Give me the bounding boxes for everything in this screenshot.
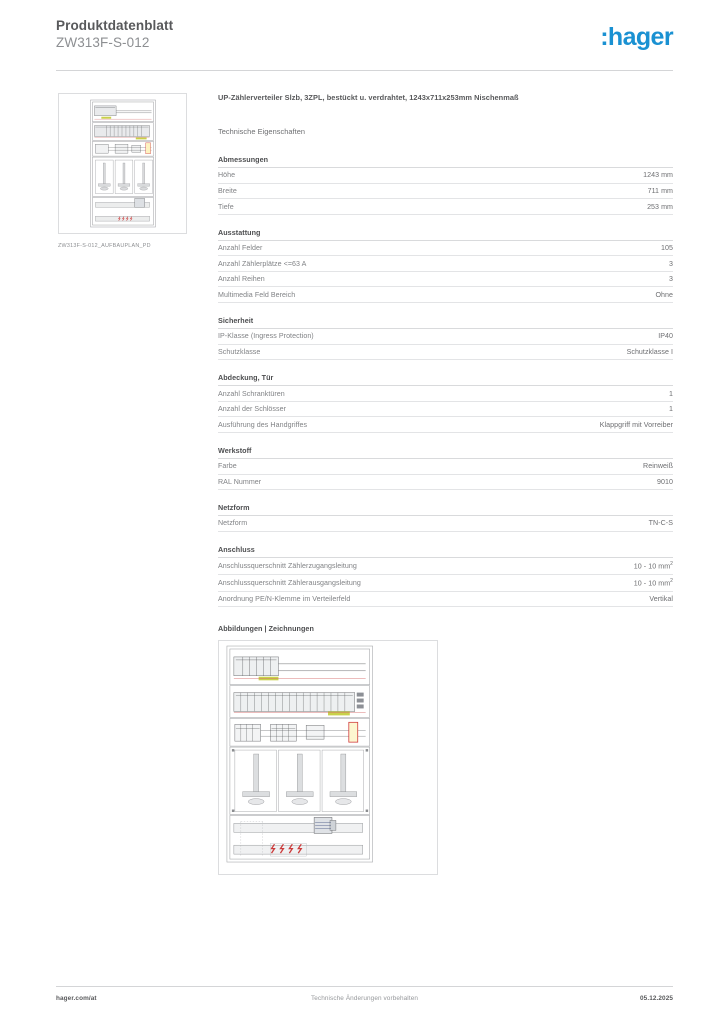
spec-row xyxy=(218,575,673,592)
spec-value: 253 mm xyxy=(647,202,673,211)
footer-date: 05.12.2025 xyxy=(640,995,673,1002)
spec-value: Reinweiß xyxy=(643,462,673,471)
spec-row xyxy=(218,287,673,303)
spec-row xyxy=(218,386,673,402)
spec-row xyxy=(218,592,673,608)
spec-group xyxy=(218,373,673,433)
spec-row xyxy=(218,168,673,184)
product-thumbnail-image xyxy=(58,93,187,234)
product-drawing-image xyxy=(218,640,438,875)
spec-label: Anzahl der Schlösser xyxy=(218,405,287,414)
spec-label: Anschlussquerschnitt Zählerzugangsleitung xyxy=(218,562,357,571)
footer-divider xyxy=(56,986,673,987)
spec-value: Klappgriff mit Vorreiber xyxy=(599,420,673,429)
spec-row xyxy=(218,272,673,288)
spec-label: Anordnung PE/N-Klemme im Verteilerfeld xyxy=(218,594,351,603)
spec-row xyxy=(218,402,673,418)
spec-group-title: Werkstoff xyxy=(218,446,673,459)
spec-group-title: Abdeckung, Tür xyxy=(218,373,673,386)
spec-label: Tiefe xyxy=(218,202,234,211)
spec-group xyxy=(218,545,673,607)
spec-label: Netzform xyxy=(218,519,248,528)
spec-value: Schutzklasse I xyxy=(626,348,673,357)
footer-website[interactable]: hager.com/at xyxy=(56,995,97,1002)
spec-row xyxy=(218,475,673,491)
spec-group-title: Ausstattung xyxy=(218,228,673,241)
spec-label: Anzahl Felder xyxy=(218,244,263,253)
main-content xyxy=(218,93,673,875)
page-title: Produktdatenblatt xyxy=(56,18,174,33)
spec-label: IP-Klasse (Ingress Protection) xyxy=(218,332,314,341)
cabinet-layout-drawing-svg xyxy=(219,641,437,874)
spec-value: 1243 mm xyxy=(643,171,673,180)
spec-group-title: Abmessungen xyxy=(218,155,673,168)
spec-label: RAL Nummer xyxy=(218,477,262,486)
spec-label: Höhe xyxy=(218,171,236,180)
spec-value: 1 xyxy=(669,389,673,398)
page-header xyxy=(56,18,673,64)
spec-value-text: 10 - 10 mm xyxy=(633,562,671,571)
spec-group xyxy=(218,446,673,490)
spec-row xyxy=(218,256,673,272)
spec-value-superscript: 2 xyxy=(670,561,673,568)
spec-row xyxy=(218,184,673,200)
spec-row xyxy=(218,241,673,257)
spec-label: Breite xyxy=(218,186,237,195)
spec-value: TN-C-S xyxy=(648,519,673,528)
spec-label: Anschlussquerschnitt Zählerausgangsleitung xyxy=(218,579,361,588)
spec-label: Ausführung des Handgriffes xyxy=(218,420,308,429)
spec-row xyxy=(218,345,673,361)
spec-row xyxy=(218,459,673,475)
spec-row xyxy=(218,199,673,215)
spec-label: Farbe xyxy=(218,462,237,471)
spec-value: 105 xyxy=(661,244,673,253)
spec-row xyxy=(218,417,673,433)
spec-value: Vertikal xyxy=(649,594,673,603)
product-description: UP-Zählerverteiler Slzb, 3ZPL, bestückt u. verdrahtet, 1243x711x253mm Nischenmaß xyxy=(218,93,519,102)
spec-group xyxy=(218,503,673,532)
spec-value: 9010 xyxy=(657,477,673,486)
cabinet-layout-thumbnail-svg xyxy=(59,94,186,233)
spec-group-title: Sicherheit xyxy=(218,316,673,329)
spec-value: 3 xyxy=(669,259,673,268)
thumbnail-caption: ZW313F-S-012_AUFBAUPLAN_PD xyxy=(58,243,151,249)
drawings-heading: Abbildungen | Zeichnungen xyxy=(218,624,314,634)
spec-value: 3 xyxy=(669,275,673,284)
page-footer xyxy=(56,995,673,1009)
footer-disclaimer: Technische Änderungen vorbehalten xyxy=(310,995,419,1002)
header-divider xyxy=(56,70,673,71)
spec-value-text: 10 - 10 mm xyxy=(633,579,671,588)
spec-row xyxy=(218,516,673,532)
spec-group xyxy=(218,228,673,303)
spec-row xyxy=(218,558,673,575)
spec-label: Schutzklasse xyxy=(218,348,261,357)
spec-value: 711 mm xyxy=(647,186,673,195)
spec-group-title: Netzform xyxy=(218,503,673,516)
spec-row xyxy=(218,329,673,345)
spec-group xyxy=(218,316,673,360)
spec-label: Multimedia Feld Bereich xyxy=(218,290,296,299)
technical-properties-heading: Technische Eigenschaften xyxy=(218,127,306,136)
spec-group xyxy=(218,155,673,215)
spec-value-superscript: 2 xyxy=(670,578,673,584)
specifications-container xyxy=(218,155,673,607)
spec-group-title: Anschluss xyxy=(218,545,673,558)
product-reference: ZW313F-S-012 xyxy=(56,35,150,50)
spec-value xyxy=(634,578,673,587)
spec-value: 1 xyxy=(669,405,673,414)
spec-value xyxy=(634,561,673,570)
spec-value: Ohne xyxy=(655,290,673,299)
hager-logo: :hager xyxy=(600,23,673,51)
spec-value: IP40 xyxy=(658,332,673,341)
spec-label: Anzahl Reihen xyxy=(218,275,265,284)
spec-label: Anzahl Zählerplätze <=63 A xyxy=(218,259,307,268)
spec-label: Anzahl Schranktüren xyxy=(218,389,285,398)
